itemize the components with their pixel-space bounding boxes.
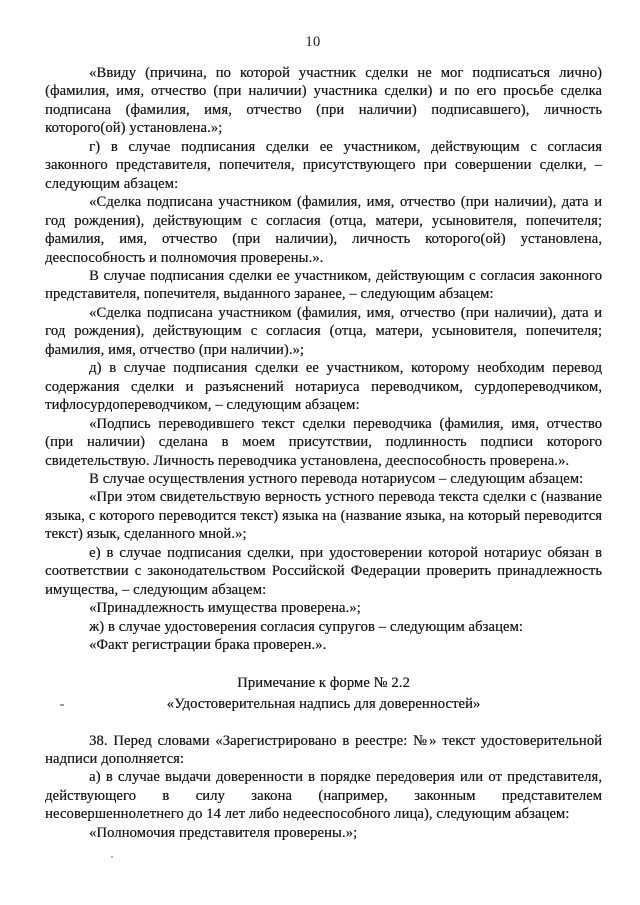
- paragraph: «Подпись переводившего текст сделки переводчика (фамилия, имя, отчество (при наличии) сделана в моем присутствии, подлинность подписи которого свидетельствую. Личность переводчика установлена, дееспособность проверена.».: [45, 415, 602, 469]
- scan-artifact-dash: [60, 704, 64, 706]
- paragraph: В случае осуществления устного перевода нотариусом – следующим абзацем:: [89, 470, 584, 487]
- paragraph: «Полномочия представителя проверены.»;: [89, 824, 358, 841]
- paragraph: е) в случае подписания сделки, при удостоверении которой нотариус обязан в соответствии с законодательством Российской Федерации проверить принадлежность имущества, – следующим абзацем:: [45, 544, 602, 598]
- paragraph: г) в случае подписания сделки ее участником, действующим с согласия законного представителя, попечителя, присутствующего при совершении сделки, – следующим абзацем:: [45, 138, 602, 192]
- page-number: 10: [305, 34, 321, 50]
- note-heading-line2: «Удостоверительная надпись для доверенностей»: [166, 695, 481, 712]
- paragraph: ж) в случае удостоверения согласия супругов – следующим абзацем:: [89, 618, 523, 635]
- paragraph: «При этом свидетельствую верность устного перевода текста сделки с (название языка, с которого переводится текст) языка на (название языка, на который переводится текст) язык, сделанного мной.»;: [45, 489, 602, 543]
- paragraph: В случае подписания сделки ее участником, действующим с согласия законного представителя, попечителя, выданного заранее, – следующим абзацем:: [45, 267, 602, 303]
- note-heading-line1: Примечание к форме № 2.2: [237, 674, 410, 691]
- paragraph: «Сделка подписана участником (фамилия, имя, отчество (при наличии), дата и год рождения), действующим с согласия (отца, матери, усыновителя, попечителя; фамилия, имя, отчество (при наличии).»;: [45, 304, 602, 358]
- paragraph: д) в случае подписания сделки ее участником, которому необходим перевод содержания сделки и разъяснений нотариуса переводчиком, сурдопереводчиком, тифлосурдопереводчиком, – следующим абзацем:: [45, 360, 602, 414]
- paragraph: 38. Перед словами «Зарегистрировано в реестре: №» текст удостоверительной надписи дополняется:: [45, 732, 602, 767]
- note-heading: [45, 673, 602, 715]
- paragraph: «Факт регистрации брака проверен.».: [89, 637, 327, 654]
- paragraph: «Сделка подписана участником (фамилия, имя, отчество (при наличии), дата и год рождения), действующим с согласия (отца, матери, усыновителя, попечителя; фамилия, имя, отчество (при наличии), личность которого(ой) установлена, дееспособность и полномочия проверены.».: [45, 194, 602, 266]
- document-body: [45, 64, 602, 842]
- paragraph: «Ввиду (причина, по которой участник сделки не мог подписаться лично) (фамилия, имя, отчество (при наличии) участника сделки) и по его просьбе сделка подписана (фамилия, имя, отчество (при наличии) подписавшего), личность которого(ой) установлена.»;: [45, 65, 602, 137]
- scan-artifact-dot: [111, 856, 113, 858]
- paragraph: а) в случае выдачи доверенности в порядке передоверия или от представителя, действующего в силу закона (например, законным представителем несовершеннолетнего до 14 лет либо недееспособного лица), следующим абзацем:: [45, 769, 602, 823]
- paragraph: «Принадлежность имущества проверена.»;: [89, 600, 361, 617]
